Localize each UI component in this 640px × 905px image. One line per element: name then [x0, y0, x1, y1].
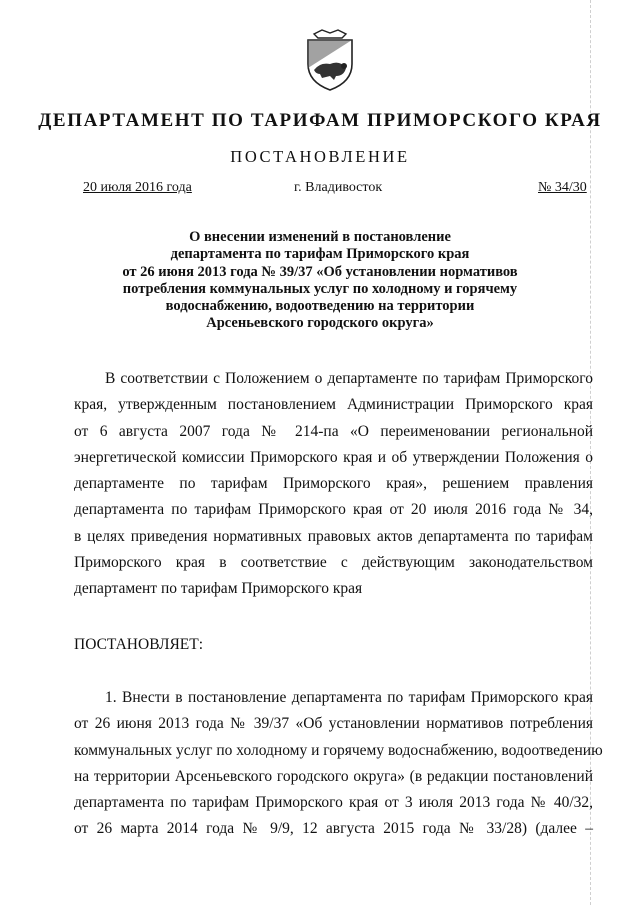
resolves-heading: ПОСТАНОВЛЯЕТ: — [74, 636, 204, 653]
item-line: коммунальных услуг по холодному и горячему водоснабжению, водоотведению — [74, 741, 603, 759]
preamble-line: департамент по тарифам Приморского края — [74, 580, 363, 598]
decree-number: № 34/30 — [538, 180, 587, 195]
preamble-line: энергетической комиссии Приморского края и об утверждении Положения о — [74, 448, 593, 466]
item-line: 1. Внести в постановление департамента по тарифам Приморского края — [105, 689, 593, 706]
preamble-line: Приморского края в соответствие с действующим законодательством — [74, 554, 593, 572]
subject-line: от 26 июня 2013 года № 39/37 «Об установлении нормативов — [122, 263, 518, 280]
item-line: департамента по тарифам Приморского края от 3 июля 2013 года № 40/32, — [74, 794, 593, 812]
coat-of-arms-tiger-icon — [300, 28, 360, 92]
preamble-line: от 6 августа 2007 года № 214-па «О переименовании региональной — [74, 422, 593, 440]
decree-subject — [90, 229, 550, 333]
document-type: ПОСТАНОВЛЕНИЕ — [230, 147, 410, 166]
subject-line: департамента по тарифам Приморского края — [170, 246, 470, 263]
subject-line: Арсеньевского городского округа» — [206, 315, 434, 332]
decree-city: г. Владивосток — [294, 180, 383, 195]
item-line: от 26 марта 2014 года № 9/9, 12 августа 2015 года № 33/28) (далее – — [74, 820, 593, 838]
preamble-line: В соответствии с Положением о департаменте по тарифам Приморского — [105, 370, 593, 387]
item-line: на территории Арсеньевского городского округа» (в редакции постановлений — [74, 767, 593, 785]
department-title: ДЕПАРТАМЕНТ ПО ТАРИФАМ ПРИМОРСКОГО КРАЯ — [38, 110, 602, 131]
preamble-line: в целях приведения нормативных правовых актов департамента по тарифам — [74, 527, 593, 545]
preamble-line: края, утвержденным постановлением Администрации Приморского края — [74, 396, 593, 414]
subject-line: О внесении изменений в постановление — [189, 229, 451, 245]
decree-date: 20 июля 2016 года — [83, 180, 192, 195]
subject-line: потребления коммунальных услуг по холодному и горячему — [122, 280, 518, 297]
preamble-line: департамента по тарифам Приморского края от 20 июля 2016 года № 34, — [74, 501, 593, 519]
item-line: от 26 июня 2013 года № 39/37 «Об установлении нормативов потребления — [74, 715, 593, 733]
preamble-line: департаменте по тарифам Приморского края», решением правления — [74, 475, 593, 493]
item-1-paragraph — [74, 685, 603, 843]
subject-line: водоснабжению, водоотведению на территории — [165, 298, 475, 315]
preamble-paragraph — [74, 366, 593, 603]
